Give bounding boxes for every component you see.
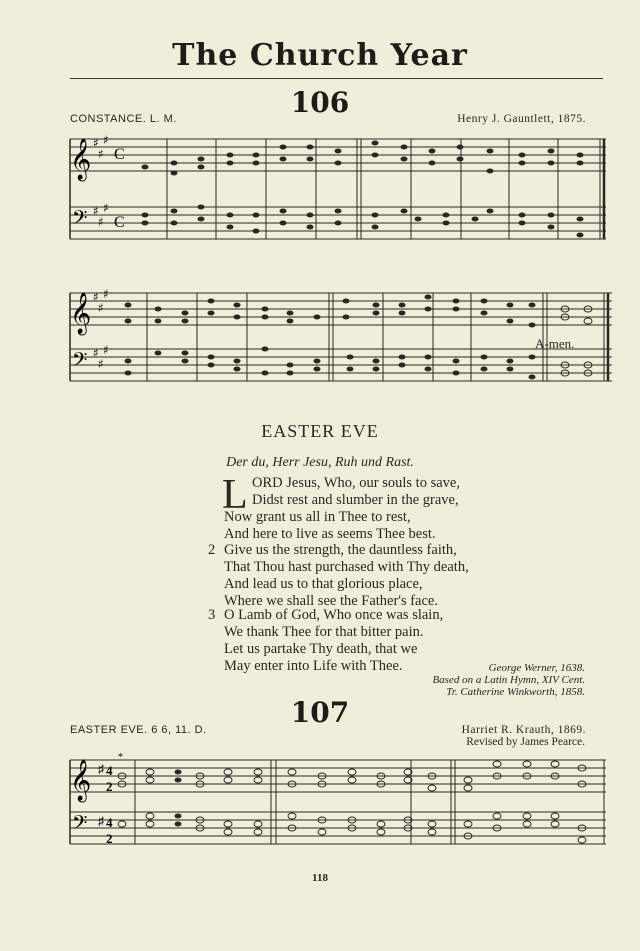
stanza-line: We thank Thee for that bitter pain. bbox=[224, 624, 424, 640]
composer: Harriet R. Krauth, 1869. bbox=[461, 724, 586, 736]
sharp-icon: ♯ bbox=[98, 814, 104, 828]
stanza-line: Give us the strength, the dauntless faith, bbox=[224, 542, 457, 558]
treble-staff-lines bbox=[70, 760, 606, 792]
key-signature-sharps bbox=[93, 287, 109, 371]
asterisk-icon: * bbox=[118, 752, 123, 763]
attribution-line: Tr. Catherine Winkworth, 1858. bbox=[446, 686, 585, 698]
bass-clef-icon: 𝄢 bbox=[72, 348, 88, 376]
svg-text:♯: ♯ bbox=[93, 290, 99, 304]
common-time-icon: C bbox=[114, 214, 125, 231]
svg-text:♯: ♯ bbox=[98, 215, 104, 229]
bass-clef-icon: 𝄢 bbox=[72, 206, 88, 234]
svg-text:♯: ♯ bbox=[103, 133, 109, 147]
page-number: 118 bbox=[312, 872, 328, 884]
stanza-2-number: 2 bbox=[208, 542, 216, 558]
svg-text:♯: ♯ bbox=[93, 136, 99, 150]
svg-text:4: 4 bbox=[106, 815, 113, 830]
amen-lyric: A-men. bbox=[535, 336, 575, 351]
stanza-line: And lead us to that glorious place, bbox=[224, 576, 423, 592]
svg-text:♯: ♯ bbox=[98, 147, 104, 161]
svg-text:♯: ♯ bbox=[93, 204, 99, 218]
stanza-line: Where we shall see the Father's face. bbox=[224, 593, 438, 609]
treble-staff-lines bbox=[70, 139, 606, 171]
treble-noteheads bbox=[125, 295, 593, 328]
svg-text:♯: ♯ bbox=[98, 357, 104, 371]
svg-text:♯: ♯ bbox=[103, 287, 109, 301]
header-rule bbox=[70, 78, 603, 79]
treble-clef-icon: 𝄞 bbox=[70, 293, 92, 334]
stanza-line: ORD Jesus, Who, our souls to save, bbox=[252, 475, 460, 491]
bass-clef-icon: 𝄢 bbox=[72, 811, 88, 839]
svg-text:2: 2 bbox=[106, 831, 113, 846]
hymn-107-number: 107 bbox=[290, 696, 350, 729]
drop-cap-letter: L bbox=[222, 472, 248, 518]
treble-noteheads bbox=[142, 141, 584, 176]
common-time-icon: C bbox=[114, 146, 125, 163]
stanza-1 bbox=[252, 475, 460, 509]
tune-name: CONSTANCE. L. M. bbox=[70, 113, 177, 125]
tune-name: EASTER EVE. 6 6, 11. D. bbox=[70, 724, 207, 736]
stanza-3 bbox=[224, 607, 443, 675]
svg-text:♯: ♯ bbox=[93, 346, 99, 360]
stanza-line: That Thou hast purchased with Thy death, bbox=[224, 559, 469, 575]
composer: Henry J. Gauntlett, 1875. bbox=[457, 113, 586, 125]
stanza-line: May enter into Life with Thee. bbox=[224, 658, 403, 674]
treble-clef-icon: 𝄞 bbox=[70, 139, 92, 180]
section-title: The Church Year bbox=[172, 38, 468, 73]
treble-staff-lines bbox=[70, 293, 612, 325]
hymn-106-attribution bbox=[432, 662, 585, 698]
bass-noteheads bbox=[142, 205, 584, 238]
stanza-line: Didst rest and slumber in the grave, bbox=[252, 492, 459, 508]
stanza-1-continued bbox=[224, 509, 436, 543]
stanza-line: Let us partake Thy death, that we bbox=[224, 641, 418, 657]
hymn-106-title: EASTER EVE bbox=[261, 421, 379, 441]
stanza-3-number: 3 bbox=[208, 607, 216, 623]
sharp-icon: ♯ bbox=[98, 762, 104, 776]
attribution-line: George Werner, 1638. bbox=[488, 662, 585, 674]
hymn-107-score-system-1 bbox=[0, 748, 640, 858]
stanza-line: And here to live as seems Thee best. bbox=[224, 526, 436, 542]
attribution-line: Based on a Latin Hymn, XIV Cent. bbox=[432, 674, 585, 686]
bass-noteheads bbox=[125, 347, 593, 380]
stanza-2 bbox=[224, 542, 469, 610]
svg-text:4: 4 bbox=[106, 763, 113, 778]
time-signature bbox=[106, 763, 113, 846]
composer-reviser: Revised by James Pearce. bbox=[466, 736, 585, 748]
stanza-line: Now grant us all in Thee to rest, bbox=[224, 509, 411, 525]
svg-text:♯: ♯ bbox=[98, 301, 104, 315]
svg-text:2: 2 bbox=[106, 779, 113, 794]
stanza-line: O Lamb of God, Who once was slain, bbox=[224, 607, 444, 623]
svg-text:♯: ♯ bbox=[103, 343, 109, 357]
svg-text:♯: ♯ bbox=[103, 201, 109, 215]
barlines bbox=[135, 760, 604, 844]
treble-clef-icon: 𝄞 bbox=[70, 760, 92, 801]
hymn-106-latin-title: Der du, Herr Jesu, Ruh und Rast. bbox=[226, 455, 414, 470]
hymn-106-number: 106 bbox=[290, 86, 350, 119]
bass-staff-lines bbox=[70, 812, 606, 844]
hymn-106-score-system-1 bbox=[0, 125, 640, 255]
